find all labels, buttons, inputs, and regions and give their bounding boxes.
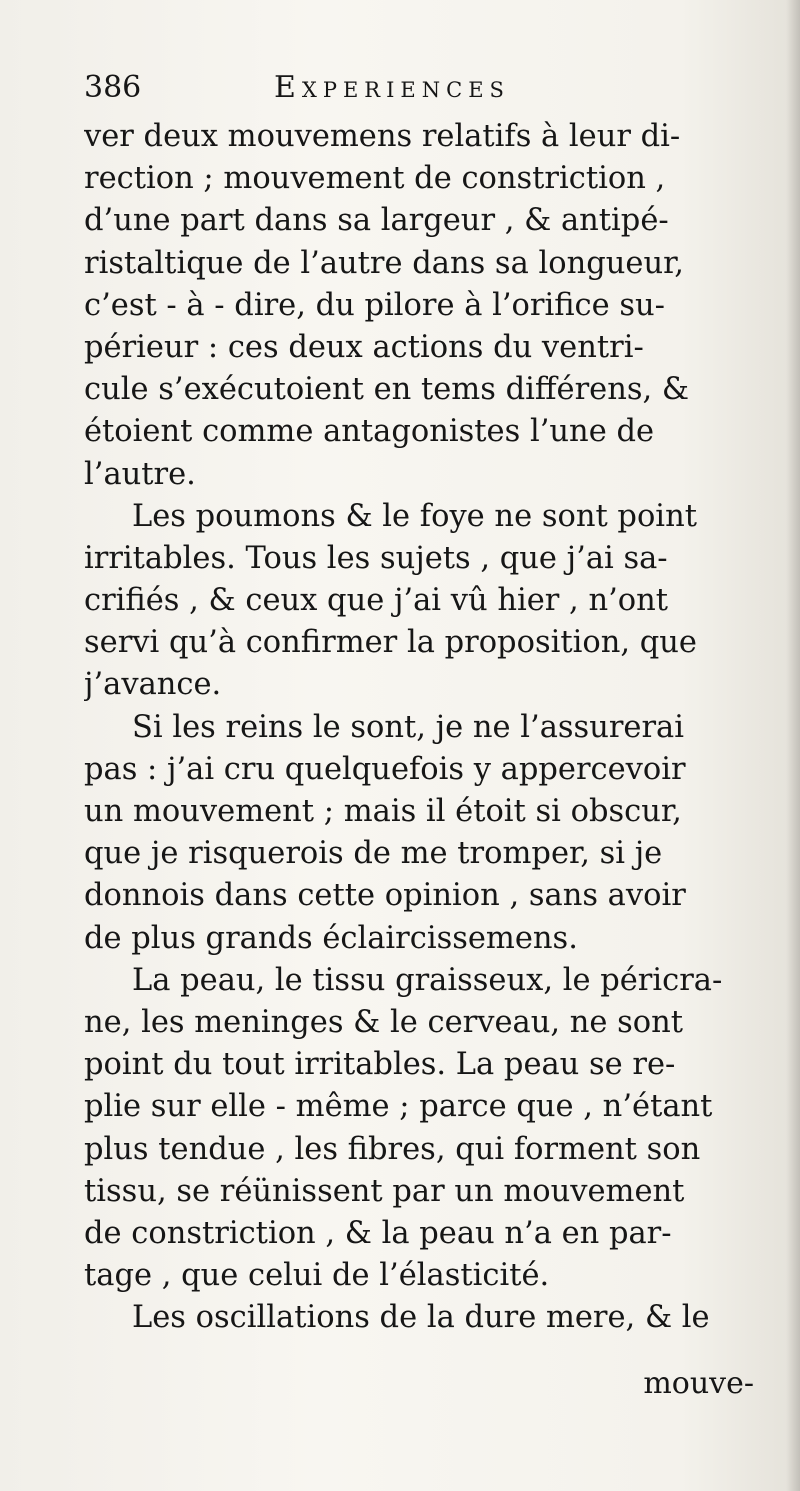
text-line: rection ; mouvement de constriction , [84, 161, 666, 197]
text-line: ristaltique de l’autre dans sa longueur, [84, 245, 685, 281]
text-line: irritables. Tous les sujets , que j’ai sa- [84, 540, 668, 576]
text-line: j’avance. [84, 667, 222, 703]
text-line: que je risquerois de me tromper, si je [84, 836, 663, 872]
text-line: l’autre. [84, 456, 196, 492]
text-line: plie sur elle - même ; parce que , n’étant [84, 1089, 713, 1125]
text-line: c’est - à - dire, du pilore à l’orifice su- [84, 287, 665, 323]
text-line: ver deux mouvemens relatifs à leur di- [84, 119, 681, 154]
text-line: point du tout irritables. La peau se re- [84, 1047, 676, 1083]
running-head [84, 68, 744, 108]
text-line: ne, les meninges & le cerveau, ne sont [84, 1004, 684, 1040]
text-line: plus tendue , les fibres, qui forment son [84, 1131, 701, 1167]
text-line: d’une part dans sa largeur , & antipé- [84, 203, 669, 239]
text-line: crifiés , & ceux que j’ai vû hier , n’ont [84, 583, 669, 619]
text-line: périeur : ces deux actions du ventri- [84, 329, 644, 365]
page-number: 386 [84, 70, 142, 105]
text-line: donnois dans cette opinion , sans avoir [84, 878, 686, 914]
text-line: tissu, se réünissent par un mouvement [84, 1173, 685, 1209]
running-title: Experiences [274, 70, 510, 105]
text-line: de plus grands éclaircissemens. [84, 920, 578, 956]
catchword: mouve- [643, 1366, 754, 1401]
text-line: servi qu’à confirmer la proposition, que [84, 625, 697, 661]
text-line: cule s’exécutoient en tems différens, & [84, 372, 690, 408]
text-line: Les oscillations de la dure mere, & le [132, 1300, 710, 1336]
page-edge-shadow [786, 0, 800, 1491]
text-line: pas : j’ai cru quelquefois y appercevoir [84, 751, 686, 787]
text-line: La peau, le tissu graisseux, le péricra- [132, 962, 723, 998]
text-line: étoient comme antagonistes l’une de [84, 414, 655, 450]
text-line: tage , que celui de l’élasticité. [84, 1258, 550, 1294]
text-line: Les poumons & le foye ne sont point [132, 498, 697, 534]
text-line: de constriction , & la peau n’a en par- [84, 1215, 672, 1251]
text-line: Si les reins le sont, je ne l’assurerai [132, 709, 684, 745]
text-line: un mouvement ; mais il étoit si obscur, [84, 794, 682, 829]
body-text [84, 116, 752, 1339]
